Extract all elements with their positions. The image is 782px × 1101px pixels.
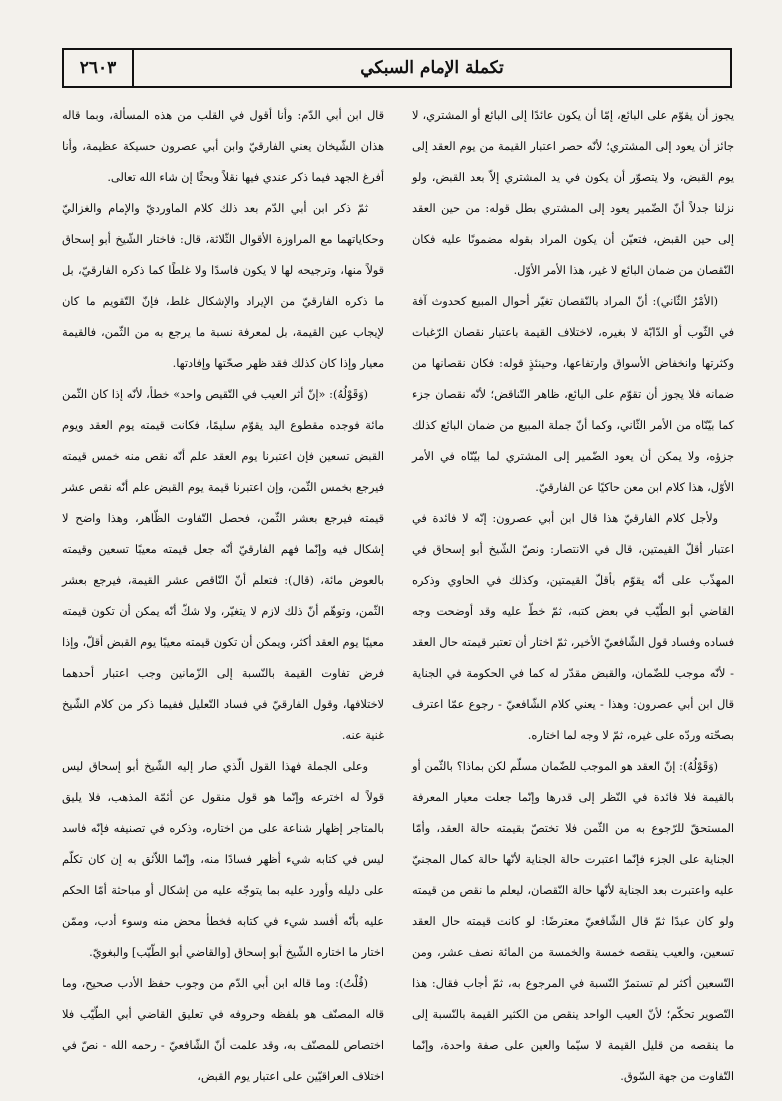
paragraph: (قُلْتُ): وما قاله ابن أبي الدّم من وجوب حفظ الأدب صحيح، وما قاله المصنّف هو بلفظه وحروفه في تعليق القاضي أبي الطّيّب فلا اختصاص للمصنّف به، وقد علمت أنّ الشّافعيّ - رحمه الله - نصّ في اختلاف العراقيّين على اعتبار يوم القبض، — [62, 977, 384, 1083]
paragraph: ثمّ ذكر ابن أبي الدّم بعد ذلك كلام الماورديّ والإمام والغزاليّ وحكاياتهما مع المراوزة الأقوال الثّلاثة، قال: فاختار الشّيخ أبو إسحاق قولاً منها، وترجيحه لها لا يكون فاسدًا ولا غلطًا كما ذكره الفارقيّ، بل ما ذكره الفارقيّ من الإيراد والإشكال غلط، فإنّ التّقويم ما كان لإيجاب عين القيمة، بل لمعرفة نسبة ما يرجع به من الثّمن، فالقيمة معيار وإذا كان كذلك فقد ظهر صحّتها وإفادتها. — [62, 202, 384, 370]
paragraph: قال ابن أبي الدّم: وأنا أقول في القلب من هذه المسألة، وبما قاله هذان الشّيخان يعني الفارقيّ وابن أبي عصرون حسيكة عظيمة، وأنا أفرغ الجهد فيما ذكر عندي فيها نقلاً وبحثًا إن شاء الله تعالى. — [62, 109, 384, 184]
paragraph: (الأمْرُ الثّاني): أنّ المراد بالنّقصان تغيّر أحوال المبيع كحدوث آفة في الثّوب أو الدّابّة لا بغيره، لاختلاف القيمة باعتبار نقصان الرّغبات وكثرتها وانخفاض الأسواق وارتفاعها، وحينئذٍ قوله: فكان نقصانها من ضمانه فلا يجوز أن تقوّم على البائع، ظاهر التّناقض؛ لأنّه نقصان جزء كما بيّنّاه من الأمر الثّاني، وكما أنّ جملة المبيع من ضمان البائع كذلك جزؤه، ولا يمكن أن يعود الضّمير إلى المشتري لما بيّنّاه في الأمر الأوّل، هذا كلام ابن معن حاكيًا عن الفارقيّ. — [412, 295, 734, 494]
right-text-column — [412, 100, 734, 1092]
page-number: ٢٦٠٣ — [64, 50, 134, 86]
paragraph: (وَقَوْلُهُ): «إنّ أثر العيب في التّقيص واحد» خطأ، لأنّه إذا كان الثّمن مائة فوجده مقطوع اليد يقوّم سليمًا، فكانت قيمته يوم العقد ويوم القبض تسعين فإن اعتبرنا يوم العقد علم أنّه نقص منه خمس قيمته فيرجع بخمس الثّمن، وإن اعتبرنا قيمة يوم القبض علم أنّه نقص عشر قيمته فيرجع بعشر الثّمن، فحصل التّفاوت الظّاهر، وهذا واضح لا إشكال فيه وإنّما فهم الفارقيّ أنّه جعل قيمته معيبًا تسعين وقيمته بالعوض مائة، (قال): فتعلم أنّ النّاقص عشر القيمة، فيرجع بعشر الثّمن، وتوهّم أنّ ذلك لازم لا يتغيّر، ولا شكّ أنّه يمكن أن تكون قيمته معيبًا يوم العقد أكثر، ويمكن أن تكون قيمته معيبًا يوم القبض أقلّ، وإذا فرض تفاوت القيمة بالنّسبة إلى الزّمانين وجب اعتبار أحدهما لاختلافها، وقول الفارقيّ في فساد التّعليل ففيما ذكر من كلام الشّيخ غنية عنه. — [62, 388, 384, 742]
paragraph: يجوز أن يقوّم على البائع، إمّا أن يكون عائدًا إلى البائع أو المشتري، لا جائز أن يعود إلى المشتري؛ لأنّه حصر اعتبار القيمة من يوم العقد إلى يوم القبض، ولا يتصوّر أن يكون في يد المشتري إلاّ بعد القبض، ولو نزلنا جدلاً أنّ الضّمير يعود إلى المشتري بطل قوله: من حين العقد إلى حين القبض، فتعيّن أن يكون المراد بقوله مضمونًا عليه فكان النّقصان من ضمان البائع لا غير، هذا الأمر الأوّل. — [412, 109, 734, 277]
paragraph: (وَقَوْلُهُ): إنّ العقد هو الموجب للضّمان مسلّم لكن بماذا؟ بالثّمن أو بالقيمة فلا فائدة في النّظر إلى قدرها وإنّما جعلت معيار المعرفة المستحقّ للرّجوع به من الثّمن فلا تختصّ بقيمته حالة العقد، وأمّا الجناية على الجزء فإنّما اعتبرت حالة الجناية لأنّها حالة كمال المجنيّ عليه واعتبرت بعد الجناية لأنّها حالة النّقصان، ليعلم ما نقص من قيمته ولو كان عبدًا ثمّ قال الشّافعيّ معترضًا: لو كانت قيمته حال العقد تسعين، والعيب ينقصه خمسة والخمسة من المائة نصف عشر، ومن التّسعين أكثر لم تستمرّ النّسبة في المرجوع به، ثمّ أجاب فقال: هذا التّصوير تحكّم؛ لأنّ العيب الواحد ينقص من الكثير القيمة بالنّسبة إلى ما ينقصه من قليل القيمة لا سيّما والعين على صفة واحدة، وإنّما التّفاوت من جهة السّوق. — [412, 760, 734, 1083]
left-text-column — [62, 100, 384, 1092]
running-title: تكملة الإمام السبكي — [360, 58, 504, 78]
paragraph: وعلى الجملة فهذا القول الّذي صار إليه الشّيخ أبو إسحاق ليس قولاً له اخترعه وإنّما هو قول منقول عن أئمّة المذهب، فلا يليق بالمتاجر إظهار شناعة على من اختاره، وذكره في تصنيفه فإنّه فاسد ليس في كتابه شيء أظهر فسادًا منه، وإنّما اللاّئق به إن كان تكلّم على دليله وأورد عليه بما يتوجّه عليه من إشكال أو مباحثة أمّا الحكم عليه بأنّه أفسد شيء في كتابه فخطأ محض منه وسوء أدب، وممّن اختار ما اختاره الشّيخ أبو إسحاق [والقاضي أبو الطّيّب] والبغويّ. — [62, 760, 384, 959]
paragraph: ولأجل كلام الفارقيّ هذا قال ابن أبي عصرون: إنّه لا فائدة في اعتبار أقلّ القيمتين، قال في الانتصار: ونصّ الشّيخ أبو إسحاق في المهذّب على أنّه يقوّم بأقلّ القيمتين، وكذلك في الحاوي وذكره القاضي أبو الطّيّب في بعض كتبه، ثمّ خطّ عليه وقد أوضحت وجه فساده وفساد قول الشّافعيّ الأخير، ثمّ اختار أن تعتبر قيمته حال العقد - لأنّه موجب للضّمان، والقبض مقدّر له كما في الحكومة في الجناية قال ابن أبي عصرون: وهذا - يعني كلام الشّافعيّ - رجوع عمّا اعترف بصحّته وردّه على غيره، ثمّ لا وجه لما اختاره. — [412, 512, 734, 742]
page-header — [62, 48, 732, 88]
